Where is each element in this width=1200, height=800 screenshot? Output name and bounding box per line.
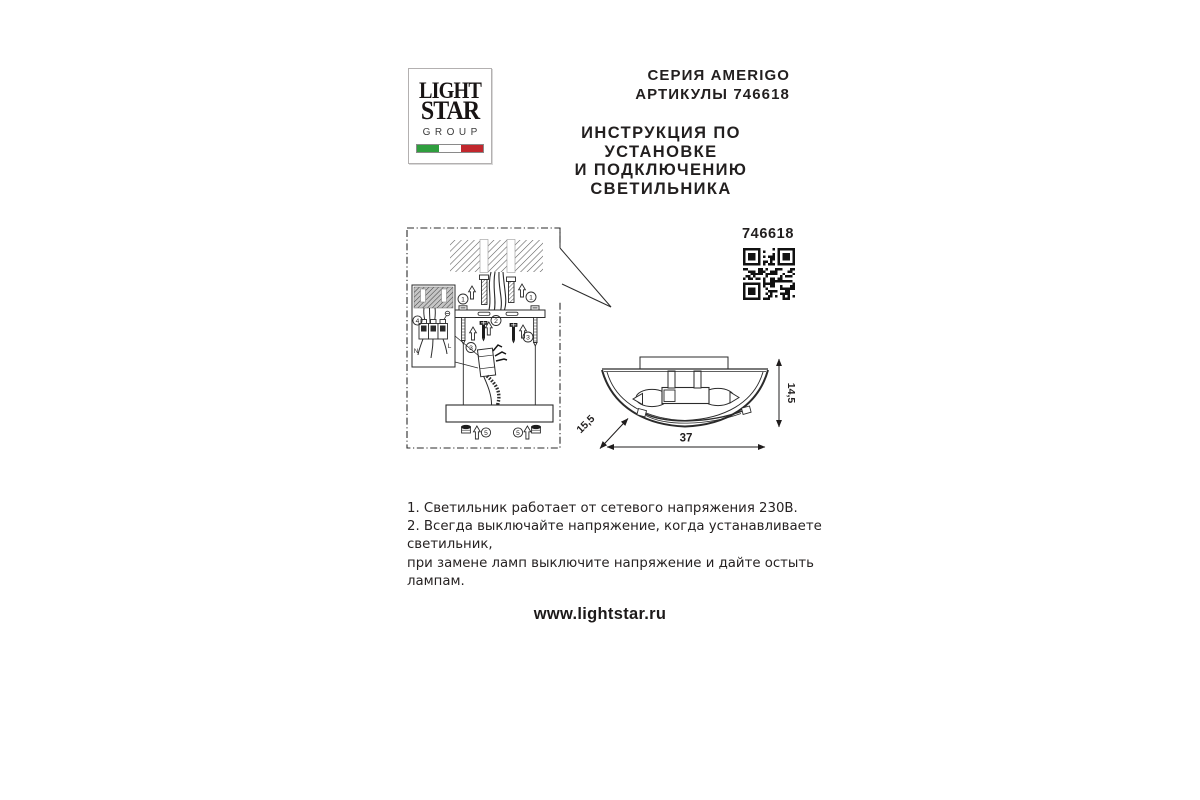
instruction-line-2: 2. Всегда выключайте напряжение, когда устанавливаете светильник, bbox=[407, 519, 822, 553]
cable-core bbox=[484, 376, 492, 406]
stripped-wires bbox=[493, 345, 507, 361]
callout-1 bbox=[458, 292, 536, 304]
svg-text:4: 4 bbox=[415, 317, 420, 325]
ceiling-section bbox=[450, 240, 543, 273]
up-arrow-icon bbox=[524, 426, 531, 439]
svg-text:3: 3 bbox=[469, 344, 473, 352]
svg-text:5: 5 bbox=[516, 429, 520, 437]
fixing-screw-left bbox=[480, 321, 488, 342]
mains-wires bbox=[489, 272, 506, 313]
doc-title-line1: ИНСТРУКЦИЯ ПО УСТАНОВКЕ bbox=[581, 124, 741, 161]
pointer-leader bbox=[560, 229, 611, 308]
fixing-screw-right bbox=[510, 323, 518, 344]
up-arrow-icon bbox=[474, 426, 481, 439]
cap-nut-left bbox=[461, 425, 471, 433]
wire-label-l: L bbox=[447, 343, 452, 350]
svg-text:3: 3 bbox=[526, 334, 530, 342]
header-block bbox=[560, 66, 790, 104]
product-drawing bbox=[602, 357, 768, 427]
dim-depth-label: 15,5 bbox=[574, 412, 598, 436]
terminal-connector bbox=[477, 348, 495, 377]
flag-green-segment bbox=[417, 145, 439, 152]
flag-white-segment bbox=[439, 145, 461, 152]
lightstar-logo bbox=[408, 68, 492, 164]
doc-title bbox=[524, 124, 798, 198]
qr-article-label: 746618 bbox=[742, 226, 794, 242]
callout-3 bbox=[466, 332, 533, 353]
lamp-base-plate bbox=[446, 405, 553, 422]
wiring-inset bbox=[412, 285, 455, 367]
wire-label-n: N bbox=[413, 348, 419, 355]
callout-2 bbox=[491, 316, 501, 326]
callout-5 bbox=[481, 428, 522, 437]
logo-text-group: GROUP bbox=[422, 127, 482, 138]
lamp-stem-left bbox=[668, 371, 675, 388]
inset-leader-bottom bbox=[455, 362, 478, 368]
italy-flag-stripe bbox=[416, 144, 484, 153]
svg-text:5: 5 bbox=[484, 429, 488, 437]
svg-text:1: 1 bbox=[529, 294, 533, 302]
up-arrow-icon bbox=[519, 284, 526, 297]
series-title: СЕРИЯ AMERIGO bbox=[647, 67, 790, 84]
instruction-line-1: 1. Светильник работает от сетевого напряжения 230В. bbox=[407, 501, 798, 516]
product-mount-plate bbox=[640, 357, 728, 369]
article-number: АРТИКУЛЫ 746618 bbox=[635, 86, 790, 103]
doc-title-line2: И ПОДКЛЮЧЕНИЮ СВЕТИЛЬНИКА bbox=[574, 161, 748, 198]
instruction-line-3: при замене ламп выключите напряжение и дайте остыть лампам. bbox=[407, 555, 814, 589]
logo-text-light: LIGHT bbox=[419, 78, 481, 103]
wall-plug-right bbox=[507, 277, 516, 303]
up-arrow-icon bbox=[469, 286, 476, 299]
dim-width-label: 37 bbox=[679, 432, 693, 445]
flag-red-segment bbox=[461, 145, 483, 152]
lamp-stem-right bbox=[694, 371, 701, 388]
svg-text:1: 1 bbox=[461, 296, 465, 304]
dim-depth-line bbox=[600, 419, 628, 449]
site-url: www.lightstar.ru bbox=[533, 605, 667, 623]
instructions-block bbox=[407, 500, 827, 591]
wall-plug-left bbox=[480, 275, 489, 305]
logo-text-star: STAR bbox=[420, 96, 480, 125]
dim-height-label: 14,5 bbox=[785, 382, 797, 404]
up-arrow-icon bbox=[470, 327, 477, 340]
cap-nut-right bbox=[531, 425, 541, 433]
installation-diagram bbox=[400, 210, 820, 475]
svg-text:2: 2 bbox=[494, 317, 498, 325]
